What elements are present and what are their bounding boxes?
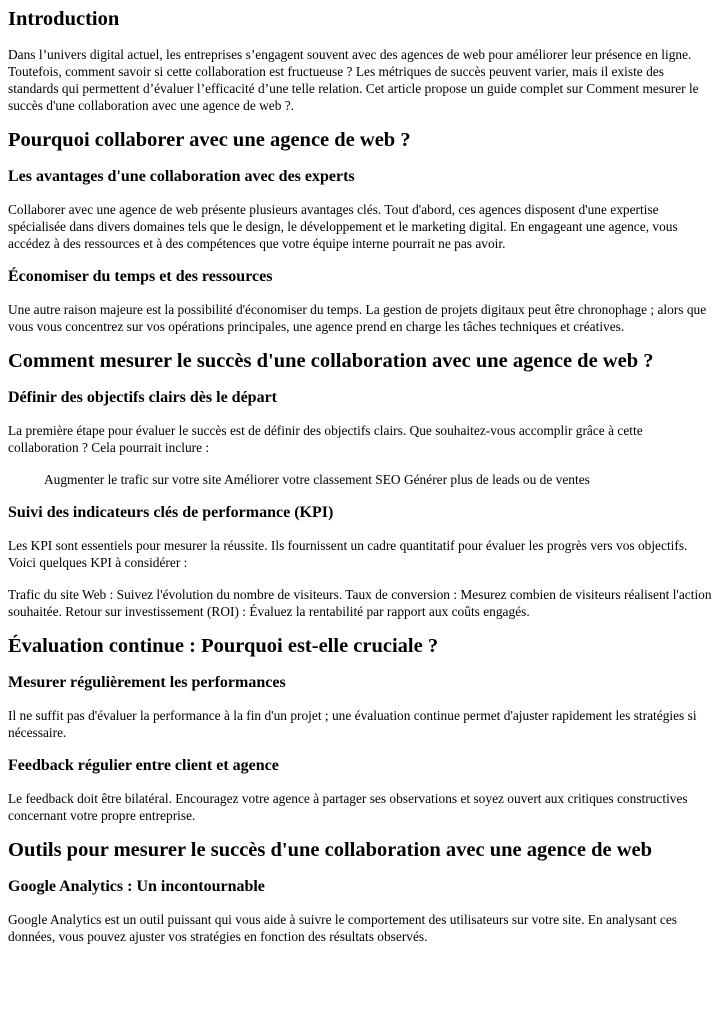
section-heading-evaluation: Évaluation continue : Pourquoi est-elle cruciale ? bbox=[8, 635, 439, 657]
paragraph-economiser: Une autre raison majeure est la possibilité d'économiser du temps. La gestion de projets digitaux peut être chronophage ; alors que vous vous concentrez sur vos opérations principales, une agence prend en charge les tâches techniques et créatives. bbox=[8, 302, 707, 334]
paragraph-objectifs: La première étape pour évaluer le succès est de définir des objectifs clairs. Que souhaitez-vous accomplir grâce à cette collaboration ? Cela pourrait inclure : bbox=[8, 423, 643, 455]
paragraph-introduction: Dans l’univers digital actuel, les entreprises s’engagent souvent avec des agences de web pour améliorer leur présence en ligne. Toutefois, comment savoir si cette collaboration est fructueuse ? Les métriques de succès peuvent varier, mais il existe des standards qui permettent d’évaluer l’efficacité d’une telle relation. Cet article propose un guide complet sur Comment mesurer le succès d'une collaboration avec une agence de web ?. bbox=[8, 47, 699, 113]
paragraph-kpi-intro: Les KPI sont essentiels pour mesurer la réussite. Ils fournissent un cadre quantitatif pour évaluer les progrès vers vos objectifs. Voici quelques KPI à considérer : bbox=[8, 538, 688, 570]
paragraph-google-analytics: Google Analytics est un outil puissant qui vous aide à suivre le comportement des utilisateurs sur votre site. En analysant ces données, vous pouvez ajuster vos stratégies en fonction des résultats observés. bbox=[8, 912, 678, 944]
subheading-feedback: Feedback régulier entre client et agence bbox=[8, 757, 279, 774]
section-heading-introduction: Introduction bbox=[8, 8, 120, 30]
section-heading-comment-mesurer: Comment mesurer le succès d'une collaboration avec une agence de web ? bbox=[8, 350, 654, 372]
paragraph-kpi-list: Trafic du site Web : Suivez l'évolution du nombre de visiteurs. Taux de conversion : Mesurez combien de visiteurs réalisent l'action souhaitée. Retour sur investissement (ROI) : Évaluez la rentabilité par rapport aux coûts engagés. bbox=[8, 587, 712, 619]
objectives-list: Augmenter le trafic sur votre site Améliorer votre classement SEO Générer plus de leads ou de ventes bbox=[44, 472, 590, 487]
subheading-mesurer-regulierement: Mesurer régulièrement les performances bbox=[8, 674, 286, 691]
paragraph-avantages: Collaborer avec une agence de web présente plusieurs avantages clés. Tout d'abord, ces agences disposent d'une expertise spécialisée dans divers domaines tels que le design, le développement et le marketing digital. En engageant une agence, vous accédez à des ressources et à des compétences que votre équipe interne pourrait ne pas avoir. bbox=[8, 202, 678, 251]
subheading-kpi: Suivi des indicateurs clés de performance (KPI) bbox=[8, 504, 334, 521]
paragraph-mesurer-regulierement: Il ne suffit pas d'évaluer la performance à la fin d'un projet ; une évaluation continue permet d'ajuster rapidement les stratégies si nécessaire. bbox=[8, 708, 697, 740]
section-heading-outils: Outils pour mesurer le succès d'une collaboration avec une agence de web bbox=[8, 839, 653, 861]
subheading-google-analytics: Google Analytics : Un incontournable bbox=[8, 878, 265, 895]
article bbox=[0, 8, 720, 945]
section-heading-pourquoi: Pourquoi collaborer avec une agence de web ? bbox=[8, 129, 411, 151]
subheading-economiser: Économiser du temps et des ressources bbox=[8, 268, 273, 285]
subheading-objectifs: Définir des objectifs clairs dès le départ bbox=[8, 389, 277, 406]
subheading-avantages: Les avantages d'une collaboration avec des experts bbox=[8, 168, 355, 185]
paragraph-feedback: Le feedback doit être bilatéral. Encouragez votre agence à partager ses observations et soyez ouvert aux critiques constructives concernant votre propre entreprise. bbox=[8, 791, 688, 823]
